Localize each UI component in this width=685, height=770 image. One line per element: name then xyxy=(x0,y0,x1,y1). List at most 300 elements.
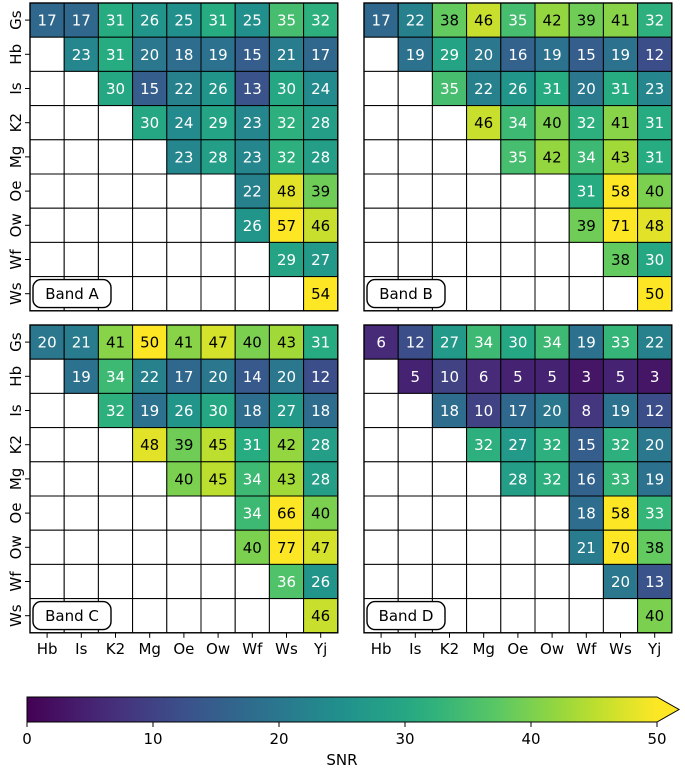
cell-value-label: 45 xyxy=(208,436,228,455)
x-tick-label: K2 xyxy=(439,639,460,658)
y-tick-label: K2 xyxy=(7,113,25,133)
x-tick-label: Is xyxy=(409,639,422,658)
heatmap-cell xyxy=(398,208,432,242)
heatmap-cell xyxy=(133,242,167,276)
cell-value-label: 21 xyxy=(276,45,297,64)
cell-value-label: 35 xyxy=(439,80,460,98)
cell-value-label: 31 xyxy=(242,436,262,455)
cell-value-label: 47 xyxy=(311,538,331,557)
heatmap-cell xyxy=(133,277,167,311)
heatmap-cell xyxy=(569,599,603,633)
x-tick-label: Mg xyxy=(138,639,161,658)
cell-value-label: 32 xyxy=(542,436,562,455)
heatmap-cell xyxy=(603,599,637,633)
cell-value-label: 3 xyxy=(581,367,592,386)
x-tick-label: Wf xyxy=(576,639,597,658)
heatmap-cell xyxy=(535,174,569,208)
cell-value-label: 32 xyxy=(542,470,562,489)
heatmap-cell xyxy=(467,530,501,564)
heatmap-cell xyxy=(569,242,603,276)
cell-value-label: 23 xyxy=(174,148,194,167)
cell-value-label: 42 xyxy=(542,148,562,167)
heatmap-cell xyxy=(432,496,466,530)
heatmap-cell xyxy=(98,174,132,208)
cell-value-label: 30 xyxy=(140,114,160,133)
heatmap-cell xyxy=(467,208,501,242)
heatmap-cell xyxy=(364,496,398,530)
heatmap-cell xyxy=(30,140,64,174)
heatmap-cell xyxy=(201,496,235,530)
cell-value-label: 40 xyxy=(242,333,262,352)
heatmap-cell xyxy=(64,71,98,105)
cell-value-label: 17 xyxy=(174,367,194,386)
cell-value-label: 18 xyxy=(174,45,194,64)
heatmap-cell xyxy=(467,277,501,311)
cell-value-label: 26 xyxy=(174,402,194,420)
colorbar xyxy=(22,697,679,769)
heatmap-cell xyxy=(133,564,167,598)
heatmap-cell xyxy=(398,564,432,598)
cell-value-label: 38 xyxy=(439,11,460,30)
y-tick-label: Wf xyxy=(7,571,25,592)
cell-value-label: 25 xyxy=(174,11,194,30)
x-tick-label: Wf xyxy=(242,639,263,658)
cell-value-label: 5 xyxy=(547,367,557,386)
heatmap-cell xyxy=(201,242,235,276)
y-tick-label: Oe xyxy=(7,502,25,524)
heatmap-cell xyxy=(30,106,64,140)
heatmap-cell xyxy=(501,564,535,598)
heatmap-cell xyxy=(30,393,64,427)
heatmap-cell xyxy=(30,564,64,598)
cell-value-label: 13 xyxy=(242,80,262,98)
cell-value-label: 24 xyxy=(174,114,194,133)
cell-value-label: 17 xyxy=(311,45,331,64)
cell-value-label: 32 xyxy=(276,148,297,167)
cell-value-label: 30 xyxy=(508,333,528,352)
cell-value-label: 40 xyxy=(542,114,562,133)
cell-value-label: 22 xyxy=(405,11,425,30)
colorbar-tick-label: 0 xyxy=(22,730,32,748)
heatmap-cell xyxy=(432,106,466,140)
cell-value-label: 27 xyxy=(439,333,460,352)
cell-value-label: 57 xyxy=(276,216,297,235)
cell-value-label: 31 xyxy=(645,114,665,133)
x-tick-label: Is xyxy=(75,639,88,658)
cell-value-label: 38 xyxy=(610,251,631,269)
cell-value-label: 48 xyxy=(276,182,297,201)
heatmap-cell xyxy=(364,393,398,427)
cell-value-label: 28 xyxy=(311,436,331,455)
cell-value-label: 31 xyxy=(645,148,665,167)
cell-value-label: 15 xyxy=(140,80,160,98)
heatmap-cell xyxy=(30,174,64,208)
y-tick-label: Ow xyxy=(7,535,25,560)
heatmap-cell xyxy=(364,462,398,496)
heatmap-cell xyxy=(535,599,569,633)
cell-value-label: 17 xyxy=(508,402,528,420)
cell-value-label: 17 xyxy=(371,11,391,30)
panel-label: Band C xyxy=(45,607,99,626)
heatmap-cell xyxy=(364,140,398,174)
heatmap-cell xyxy=(364,564,398,598)
heatmap-cell xyxy=(30,208,64,242)
cell-value-label: 30 xyxy=(208,402,228,420)
heatmap-cell xyxy=(133,496,167,530)
cell-value-label: 15 xyxy=(242,45,262,64)
heatmap-cell xyxy=(98,462,132,496)
cell-value-label: 39 xyxy=(576,216,596,235)
cell-value-label: 41 xyxy=(105,333,126,352)
heatmap-cell xyxy=(133,599,167,633)
cell-value-label: 33 xyxy=(610,470,631,489)
cell-value-label: 40 xyxy=(311,504,331,523)
x-tick-label: K2 xyxy=(105,639,126,658)
cell-value-label: 30 xyxy=(105,80,126,98)
y-tick-label: Ws xyxy=(7,282,25,306)
cell-value-label: 12 xyxy=(311,367,331,386)
heatmap-cell xyxy=(64,242,98,276)
cell-value-label: 70 xyxy=(610,538,631,557)
cell-value-label: 32 xyxy=(610,436,631,455)
heatmap-cell xyxy=(98,106,132,140)
cell-value-label: 3 xyxy=(649,367,660,386)
cell-value-label: 40 xyxy=(645,182,665,201)
cell-value-label: 26 xyxy=(508,80,528,98)
x-tick-label: Ow xyxy=(206,639,231,658)
heatmap-cell xyxy=(201,277,235,311)
heatmap-cell xyxy=(364,242,398,276)
cell-value-label: 17 xyxy=(37,11,57,30)
cell-value-label: 22 xyxy=(140,367,160,386)
cell-value-label: 28 xyxy=(311,470,331,489)
cell-value-label: 24 xyxy=(311,80,331,98)
panel-label: Band B xyxy=(379,285,433,304)
cell-value-label: 46 xyxy=(311,607,331,626)
heatmap-cell xyxy=(133,208,167,242)
cell-value-label: 6 xyxy=(376,333,386,352)
cell-value-label: 28 xyxy=(208,148,228,167)
cell-value-label: 26 xyxy=(311,573,331,591)
cell-value-label: 34 xyxy=(508,114,528,133)
cell-value-label: 5 xyxy=(513,367,523,386)
heatmap-cell xyxy=(432,174,466,208)
colorbar-tick-label: 40 xyxy=(521,730,541,748)
cell-value-label: 6 xyxy=(478,367,489,386)
heatmap-cell xyxy=(133,462,167,496)
heatmap-cell xyxy=(98,496,132,530)
cell-value-label: 10 xyxy=(439,367,460,386)
cell-value-label: 29 xyxy=(208,114,228,133)
heatmap-cell xyxy=(64,496,98,530)
heatmap-cell xyxy=(364,37,398,71)
cell-value-label: 21 xyxy=(71,333,91,352)
colorbar-extend-arrow xyxy=(657,697,679,722)
cell-value-label: 40 xyxy=(242,538,262,557)
y-tick-label: Gs xyxy=(7,10,25,30)
panel-label: Band A xyxy=(45,285,99,304)
heatmap-cell xyxy=(501,530,535,564)
heatmap-cell xyxy=(432,564,466,598)
panel-band-c xyxy=(7,325,338,658)
cell-value-label: 46 xyxy=(474,11,494,30)
heatmap-cell xyxy=(467,140,501,174)
heatmap-cell xyxy=(167,242,201,276)
cell-value-label: 5 xyxy=(615,367,626,386)
heatmap-cell xyxy=(467,242,501,276)
heatmap-cell xyxy=(167,599,201,633)
heatmap-cell xyxy=(201,208,235,242)
heatmap-cell xyxy=(467,462,501,496)
y-tick-label: Wf xyxy=(7,249,25,270)
cell-value-label: 34 xyxy=(242,470,262,489)
cell-value-label: 30 xyxy=(645,251,665,269)
heatmap-cell xyxy=(201,564,235,598)
heatmap-cell xyxy=(167,208,201,242)
cell-value-label: 20 xyxy=(208,367,228,386)
panel-label: Band D xyxy=(378,607,434,626)
cell-value-label: 41 xyxy=(174,333,194,352)
heatmap-cell xyxy=(364,71,398,105)
heatmap-cell xyxy=(432,242,466,276)
heatmap-cell xyxy=(64,393,98,427)
cell-value-label: 23 xyxy=(645,80,665,98)
heatmap-cell xyxy=(501,496,535,530)
heatmap-cell xyxy=(398,393,432,427)
cell-value-label: 20 xyxy=(37,333,57,352)
heatmap-cell xyxy=(64,530,98,564)
cell-value-label: 40 xyxy=(645,607,665,626)
heatmap-cell xyxy=(64,462,98,496)
cell-value-label: 34 xyxy=(242,504,262,523)
heatmap-cell xyxy=(30,428,64,462)
cell-value-label: 31 xyxy=(610,80,631,98)
cell-value-label: 19 xyxy=(610,402,631,420)
heatmap-cell xyxy=(364,530,398,564)
heatmap-cell xyxy=(398,140,432,174)
cell-value-label: 18 xyxy=(242,402,262,420)
heatmap-cell xyxy=(467,496,501,530)
cell-value-label: 19 xyxy=(610,45,631,64)
heatmap-cell xyxy=(30,242,64,276)
heatmap-cell xyxy=(398,106,432,140)
heatmap-cell xyxy=(535,242,569,276)
cell-value-label: 33 xyxy=(645,504,665,523)
x-tick-label: Yj xyxy=(648,639,662,658)
heatmap-cell xyxy=(167,174,201,208)
heatmap-cell xyxy=(467,174,501,208)
heatmap-cell xyxy=(569,277,603,311)
x-tick-label: Oe xyxy=(173,639,195,658)
heatmap-cell xyxy=(398,242,432,276)
cell-value-label: 58 xyxy=(610,504,631,523)
heatmap-cell xyxy=(64,564,98,598)
cell-value-label: 47 xyxy=(208,333,228,352)
cell-value-label: 28 xyxy=(508,470,528,489)
cell-value-label: 19 xyxy=(542,45,562,64)
heatmap-cell xyxy=(432,530,466,564)
cell-value-label: 18 xyxy=(311,402,331,420)
heatmap-cell xyxy=(64,174,98,208)
cell-value-label: 66 xyxy=(276,504,297,523)
cell-value-label: 31 xyxy=(576,182,596,201)
colorbar-tick-label: 30 xyxy=(395,730,415,748)
cell-value-label: 28 xyxy=(311,114,331,133)
heatmap-cell xyxy=(535,277,569,311)
cell-value-label: 12 xyxy=(645,402,665,420)
x-tick-label: Ow xyxy=(540,639,565,658)
y-tick-label: Is xyxy=(7,82,25,95)
heatmap-cell xyxy=(432,208,466,242)
heatmap-cell xyxy=(64,428,98,462)
heatmap-cell xyxy=(30,462,64,496)
heatmap-cell xyxy=(30,359,64,393)
heatmap-cell xyxy=(398,71,432,105)
heatmap-cell xyxy=(501,174,535,208)
cell-value-label: 20 xyxy=(276,367,297,386)
cell-value-label: 39 xyxy=(311,182,331,201)
cell-value-label: 20 xyxy=(576,80,596,98)
cell-value-label: 27 xyxy=(508,436,528,455)
cell-value-label: 31 xyxy=(105,45,126,64)
cell-value-label: 38 xyxy=(645,538,665,557)
x-tick-label: Ws xyxy=(609,639,632,658)
cell-value-label: 28 xyxy=(311,148,331,167)
heatmap-cell xyxy=(30,37,64,71)
cell-value-label: 50 xyxy=(140,333,160,352)
heatmap-cell xyxy=(133,140,167,174)
cell-value-label: 8 xyxy=(581,402,592,420)
y-tick-label: Mg xyxy=(7,467,25,491)
cell-value-label: 26 xyxy=(140,11,160,30)
heatmap-cell xyxy=(30,530,64,564)
heatmap-cell xyxy=(98,564,132,598)
cell-value-label: 30 xyxy=(276,80,297,98)
cell-value-label: 20 xyxy=(474,45,494,64)
heatmap-cell xyxy=(364,428,398,462)
cell-value-label: 21 xyxy=(576,538,596,557)
heatmap-cell xyxy=(201,599,235,633)
cell-value-label: 71 xyxy=(610,216,631,235)
heatmap-cell xyxy=(501,242,535,276)
cell-value-label: 20 xyxy=(610,573,631,591)
x-tick-label: Yj xyxy=(314,639,328,658)
cell-value-label: 14 xyxy=(242,367,262,386)
heatmap-cell xyxy=(398,496,432,530)
heatmap-cell xyxy=(167,564,201,598)
heatmap-cell xyxy=(398,428,432,462)
y-tick-label: K2 xyxy=(7,435,25,455)
cell-value-label: 34 xyxy=(474,333,494,352)
cell-value-label: 31 xyxy=(208,11,228,30)
heatmap-cell xyxy=(501,277,535,311)
cell-value-label: 22 xyxy=(174,80,194,98)
heatmap-cell xyxy=(64,106,98,140)
cell-value-label: 46 xyxy=(474,114,494,133)
colorbar-label: SNR xyxy=(326,751,358,769)
cell-value-label: 32 xyxy=(474,436,494,455)
cell-value-label: 43 xyxy=(276,333,297,352)
cell-value-label: 20 xyxy=(645,436,665,455)
cell-value-label: 31 xyxy=(542,80,562,98)
cell-value-label: 50 xyxy=(645,285,665,304)
heatmap-cell xyxy=(398,462,432,496)
cell-value-label: 32 xyxy=(105,402,126,420)
heatmap-cell xyxy=(235,564,269,598)
heatmap-cell xyxy=(535,208,569,242)
cell-value-label: 16 xyxy=(508,45,528,64)
cell-value-label: 23 xyxy=(242,114,262,133)
heatmap-cell xyxy=(432,140,466,174)
cell-value-label: 34 xyxy=(105,367,126,386)
panel-band-d xyxy=(364,325,672,658)
cell-value-label: 17 xyxy=(71,11,91,30)
cell-value-label: 42 xyxy=(542,11,562,30)
cell-value-label: 35 xyxy=(276,11,297,30)
cell-value-label: 41 xyxy=(610,114,631,133)
cell-value-label: 39 xyxy=(576,11,596,30)
cell-value-label: 29 xyxy=(439,45,460,64)
y-tick-label: Hb xyxy=(7,43,25,65)
y-tick-label: Oe xyxy=(7,180,25,202)
heatmap-cell xyxy=(467,564,501,598)
cell-value-label: 19 xyxy=(71,367,91,386)
heatmap-cell xyxy=(133,530,167,564)
heatmap-cell xyxy=(235,599,269,633)
colorbar-tick-label: 20 xyxy=(269,730,289,748)
cell-value-label: 34 xyxy=(576,148,596,167)
heatmap-cell xyxy=(364,359,398,393)
heatmap-cell xyxy=(167,496,201,530)
heatmap-cell xyxy=(535,530,569,564)
y-tick-label: Mg xyxy=(7,145,25,169)
x-tick-label: Mg xyxy=(472,639,495,658)
heatmap-cell xyxy=(98,140,132,174)
heatmap-cell xyxy=(535,564,569,598)
cell-value-label: 45 xyxy=(208,470,228,489)
cell-value-label: 10 xyxy=(474,402,494,420)
heatmap-cell xyxy=(30,71,64,105)
cell-value-label: 32 xyxy=(576,114,596,133)
cell-value-label: 42 xyxy=(276,436,297,455)
cell-value-label: 43 xyxy=(610,148,631,167)
heatmap-cell xyxy=(201,174,235,208)
heatmap-cell xyxy=(30,496,64,530)
cell-value-label: 5 xyxy=(410,367,421,386)
heatmap-cell xyxy=(535,496,569,530)
cell-value-label: 18 xyxy=(439,402,460,420)
colorbar-tick-label: 50 xyxy=(647,730,667,748)
heatmap-cell xyxy=(364,208,398,242)
colorbar-tick-label: 10 xyxy=(143,730,163,748)
cell-value-label: 19 xyxy=(576,333,596,352)
cell-value-label: 34 xyxy=(542,333,562,352)
colorbar-gradient xyxy=(27,697,657,722)
y-tick-label: Gs xyxy=(7,332,25,352)
cell-value-label: 32 xyxy=(276,114,297,133)
y-tick-label: Ws xyxy=(7,604,25,628)
cell-value-label: 31 xyxy=(311,333,331,352)
cell-value-label: 20 xyxy=(140,45,160,64)
heatmap-cell xyxy=(269,277,303,311)
cell-value-label: 22 xyxy=(474,80,494,98)
heatmap-cell xyxy=(603,277,637,311)
heatmap-cell xyxy=(467,599,501,633)
heatmap-cell xyxy=(501,208,535,242)
heatmap-cell xyxy=(98,530,132,564)
y-tick-label: Is xyxy=(7,404,25,417)
cell-value-label: 48 xyxy=(140,436,160,455)
